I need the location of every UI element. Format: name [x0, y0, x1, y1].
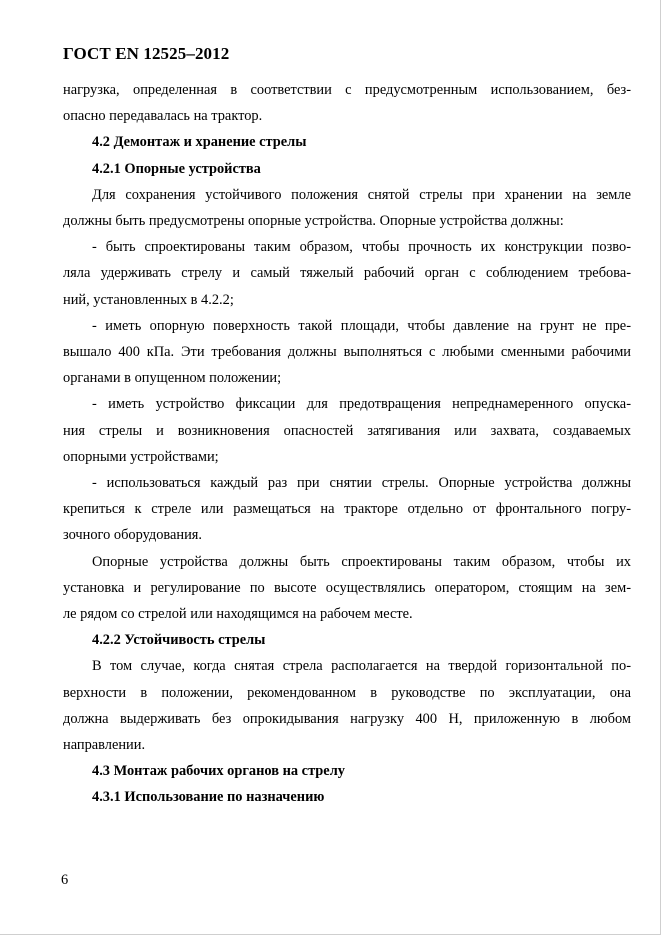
text-line: опасно передавалась на трактор.: [63, 108, 263, 125]
text-line: ле рядом со стрелой или находящимся на рабочем месте.: [63, 606, 413, 623]
text-line: - использоваться каждый раз при снятии стрелы. Опорные устройства должны: [92, 475, 631, 492]
document-header: ГОСТ EN 12525–2012: [63, 44, 230, 63]
text-line: установка и регулирование по высоте осуществлялись оператором, стоящим на зем-: [63, 579, 631, 596]
text-line: В том случае, когда снятая стрела располагается на твердой горизонтальной по-: [92, 658, 631, 675]
section-heading-4-2: 4.2 Демонтаж и хранение стрелы: [92, 134, 307, 151]
list-item: [63, 234, 631, 313]
text-line: ний, установленных в 4.2.2;: [63, 291, 234, 308]
paragraph: [63, 182, 631, 234]
text-line: зочного оборудования.: [63, 527, 203, 544]
text-line: - быть спроектированы таким образом, чтобы прочность их конструкции позво-: [92, 239, 631, 256]
section-heading-4-2-2: 4.2.2 Устойчивость стрелы: [92, 632, 266, 649]
text-line: должна выдерживать без опрокидывания нагрузку 400 Н, приложенную в любом: [63, 710, 631, 727]
document-body: [63, 77, 631, 811]
text-line: верхности в положении, рекомендованном в руководстве по эксплуатации, она: [63, 684, 631, 701]
list-item: [63, 391, 631, 470]
text-line: органами в опущенном положении;: [63, 370, 282, 387]
text-line: Опорные устройства должны быть спроектированы таким образом, чтобы их: [92, 553, 631, 570]
text-line: Для сохранения устойчивого положения снятой стрелы при хранении на земле: [92, 186, 631, 203]
page-number: 6: [61, 872, 69, 888]
paragraph-continuation: [63, 77, 631, 129]
paragraph: [63, 549, 631, 628]
text-line: опорными устройствами;: [63, 448, 219, 465]
section-heading-4-2-1: 4.2.1 Опорные устройства: [92, 160, 261, 177]
text-line: - иметь устройство фиксации для предотвращения непреднамеренного опуска-: [92, 396, 631, 413]
text-line: должны быть предусмотрены опорные устройства. Опорные устройства должны:: [63, 213, 564, 230]
text-line: нагрузка, определенная в соответствии с предусмотренным использованием, без-: [63, 82, 631, 98]
list-item: [63, 313, 631, 392]
paragraph: [63, 653, 631, 758]
text-line: вышало 400 кПа. Эти требования должны выполняться с любыми сменными рабочими: [63, 344, 631, 361]
text-line: крепиться к стреле или размещаться на тракторе отдельно от фронтального погру-: [63, 501, 631, 518]
section-heading-4-3-1: 4.3.1 Использование по назначению: [92, 789, 325, 806]
text-line: ляла удерживать стрелу и самый тяжелый рабочий орган с соблюдением требова-: [63, 265, 631, 282]
text-line: - иметь опорную поверхность такой площади, чтобы давление на грунт не пре-: [92, 317, 631, 334]
section-heading-4-3: 4.3 Монтаж рабочих органов на стрелу: [92, 763, 345, 780]
list-item: [63, 470, 631, 549]
text-line: ния стрелы и возникновения опасностей затягивания или захвата, создаваемых: [63, 422, 631, 439]
text-line: направлении.: [63, 737, 146, 754]
